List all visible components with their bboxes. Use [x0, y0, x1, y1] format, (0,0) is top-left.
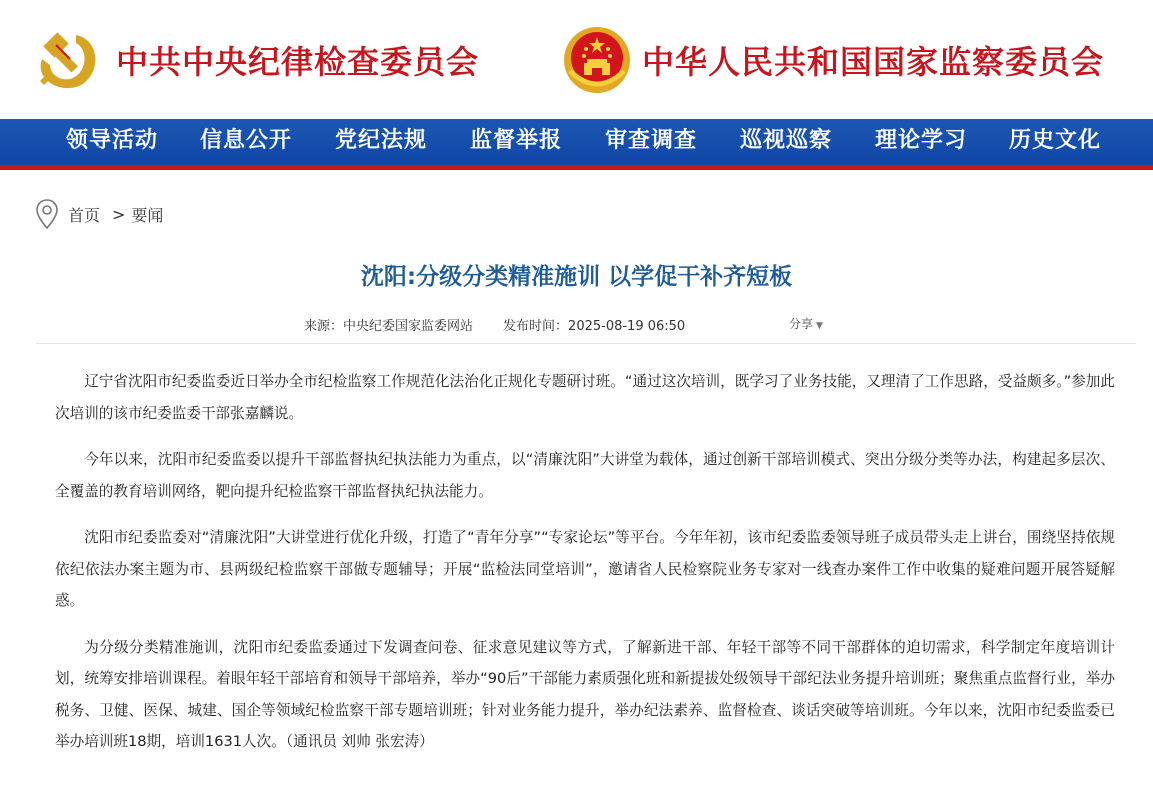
- nav-item-disclosure[interactable]: 信息公开: [200, 127, 293, 153]
- nsc-logo-link[interactable]: [562, 0, 1104, 119]
- nav-item-history[interactable]: 历史文化: [1009, 127, 1102, 153]
- article-paragraph: 为分级分类精准施训，沈阳市纪委监委通过下发调查问卷、征求意见建议等方式，了解新进干部、年轻干部等不同干部群体的迫切需求，科学制定年度培训计划，统筹安排培训课程。着眼年轻干部培育和领导干部培养，举办“90后”干部能力素质强化班和新提拔处级领导干部纪法业务提升培训班；聚焦重点监督行业，举办税务、卫健、医保、城建、国企等领域纪检监察干部专题培训班；针对业务能力提升，举办纪法素养、监督检查、谈话突破等培训班。今年以来，沈阳市纪委监委已举办培训班18期，培训1631人次。（通讯员 刘帅 张宏涛）: [55, 638, 1115, 750]
- caret-down-icon: ▼: [816, 321, 823, 331]
- nav-item-inspection[interactable]: 巡视巡察: [740, 127, 833, 153]
- article-body: [55, 366, 1115, 773]
- ccdi-name: 中共中央纪律检查委员会: [116, 42, 480, 81]
- ccdi-logo-link[interactable]: [36, 0, 479, 119]
- masthead: [0, 0, 1153, 119]
- nav-item-investigation[interactable]: 审查调查: [605, 127, 698, 153]
- breadcrumb: [34, 198, 163, 230]
- location-pin-icon: [34, 198, 60, 230]
- article-meta: [304, 315, 685, 334]
- article-paragraph: 辽宁省沈阳市纪委监委近日举办全市纪检监察工作规范化法治化正规化专题研讨班。“通过这次培训，既学习了业务技能，又理清了工作思路，受益颇多。”参加此次培训的该市纪委监委干部张嘉麟说。: [55, 373, 1115, 422]
- national-emblem-icon: [562, 25, 632, 95]
- nav-item-theory[interactable]: 理论学习: [875, 127, 968, 153]
- nav-item-leadership[interactable]: 领导活动: [66, 127, 159, 153]
- breadcrumb-section[interactable]: 要闻: [131, 205, 164, 225]
- main-nav: [0, 119, 1153, 170]
- party-emblem-icon: [36, 25, 106, 95]
- nav-item-regulations[interactable]: 党纪法规: [335, 127, 428, 153]
- breadcrumb-home[interactable]: 首页: [68, 205, 101, 225]
- time-label: 发布时间：: [503, 319, 569, 334]
- source-value: 中央纪委国家监委网站: [343, 319, 474, 334]
- article-title: 沈阳:分级分类精准施训 以学促干补齐短板: [360, 264, 793, 290]
- article-paragraph: 沈阳市纪委监委对“清廉沈阳”大讲堂进行优化升级，打造了“青年分享”“专家论坛”等平台。今年年初，该市纪委监委领导班子成员带头走上讲台，围绕坚持依规依纪依法办案主题为市、县两级纪检监察干部做专题辅导；开展“监检法同堂培训”，邀请省人民检察院业务专家对一线查办案件工作中收集的疑难问题开展答疑解惑。: [55, 529, 1115, 609]
- divider: [36, 343, 1136, 344]
- nav-item-reporting[interactable]: 监督举报: [470, 127, 563, 153]
- breadcrumb-separator: >: [112, 204, 126, 224]
- nsc-name: 中华人民共和国国家监察委员会: [642, 42, 1105, 81]
- publish-time: 2025-08-19 06:50: [568, 319, 686, 334]
- share-label: 分享: [789, 317, 814, 331]
- article-paragraph: 今年以来，沈阳市纪委监委以提升干部监督执纪执法能力为重点，以“清廉沈阳”大讲堂为载体，通过创新干部培训模式、突出分级分类等办法，构建起多层次、全覆盖的教育培训网络，靶向提升纪检监察干部监督执纪执法能力。: [55, 451, 1115, 500]
- source-label: 来源：: [304, 319, 344, 334]
- share-button[interactable]: [789, 315, 823, 332]
